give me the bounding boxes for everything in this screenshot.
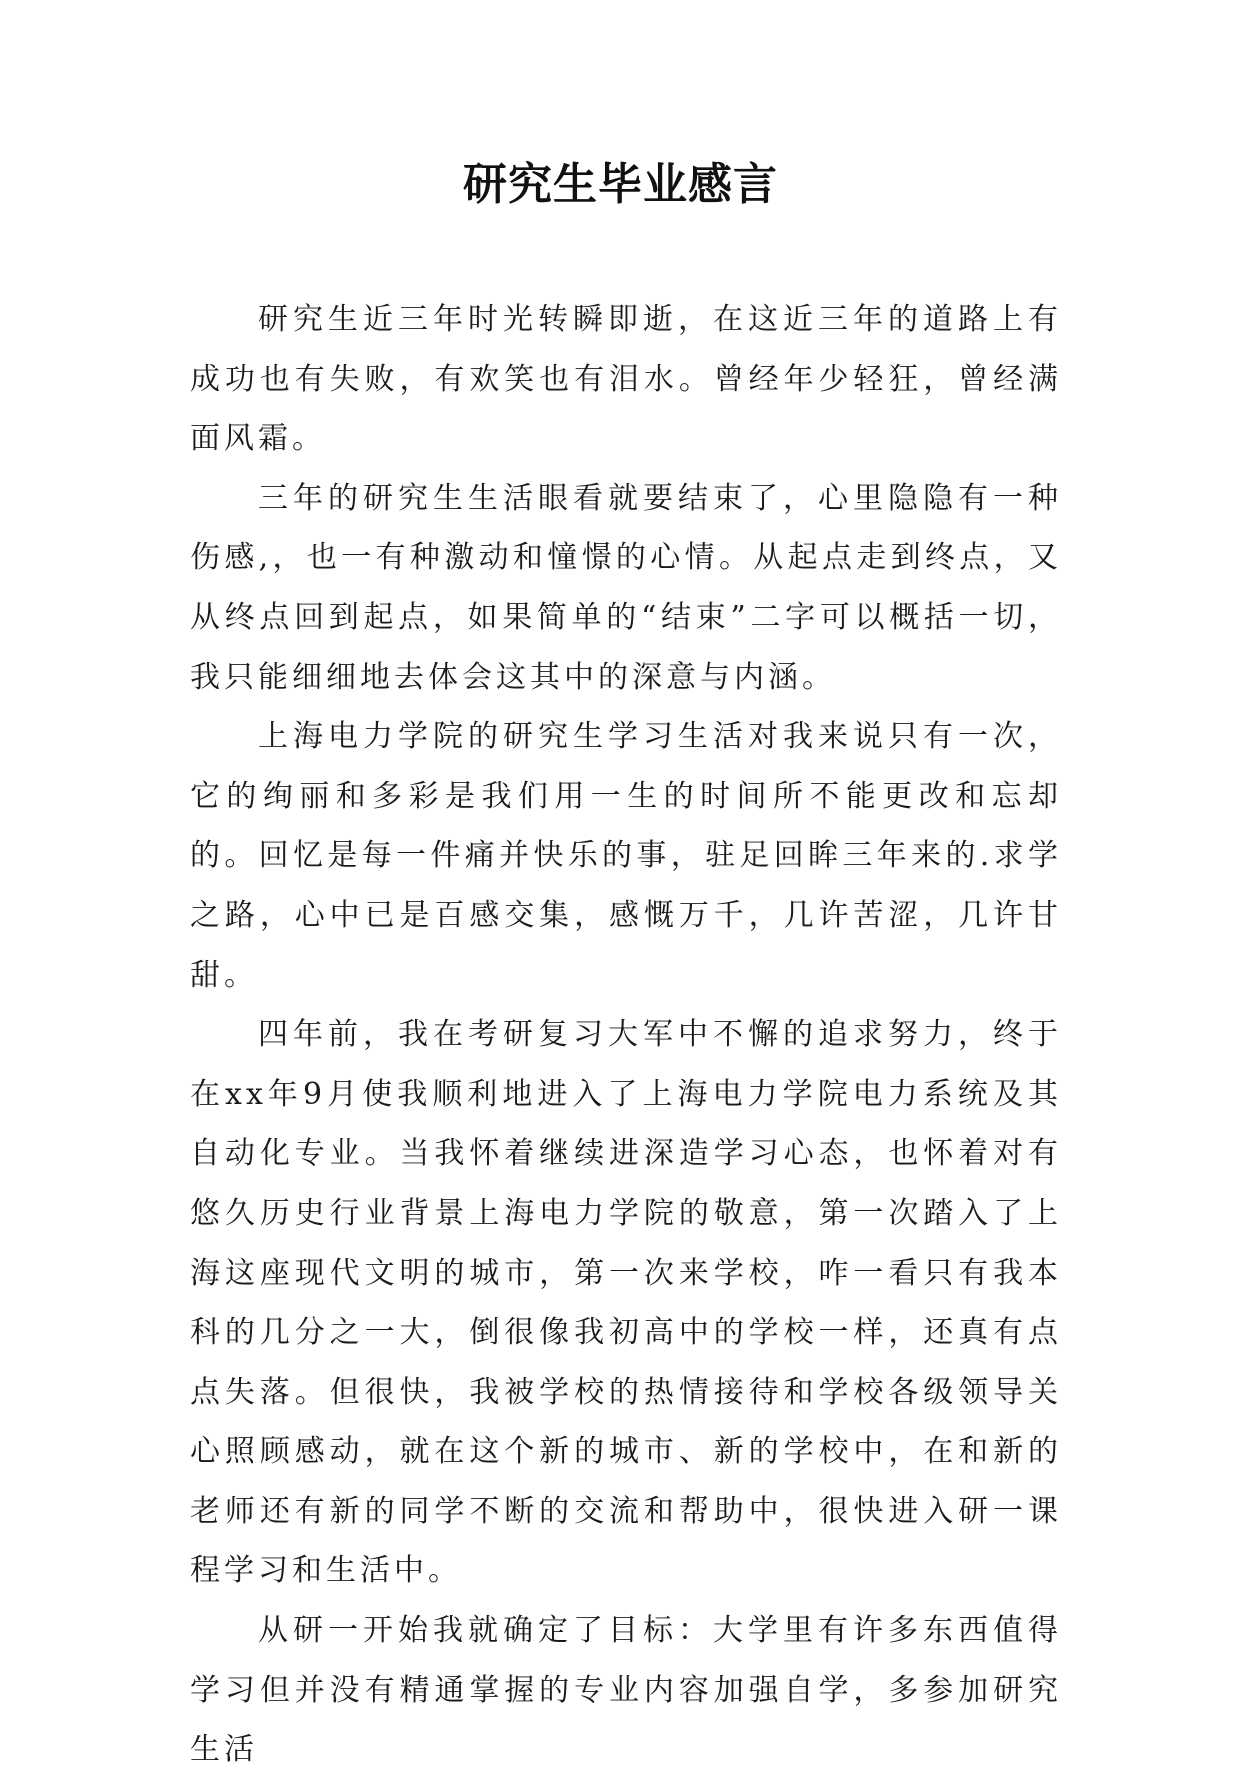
paragraph: 研究生近三年时光转瞬即逝，在这近三年的道路上有成功也有失败，有欢笑也有泪水。曾经年少轻狂，曾经满面风霜。	[190, 302, 1062, 457]
paragraph: 三年的研究生生活眼看就要结束了，心里隐隐有一种伤感,，也一有种激动和憧憬的心情。从起点走到终点，又从终点回到起点，如果简单的“结束”二字可以概括一切，我只能细细地去体会这其中的深意与内涵。	[190, 480, 1062, 695]
paragraph: 从研一开始我就确定了目标：大学里有许多东西值得学习但并没有精通掌握的专业内容加强自学，多参加研究生活	[190, 1613, 1062, 1768]
document-body	[190, 290, 1062, 1780]
paragraph: 上海电力学院的研究生学习生活对我来说只有一次，它的绚丽和多彩是我们用一生的时间所不能更改和忘却的。回忆是每一件痛并快乐的事，驻足回眸三年来的.求学之路，心中已是百感交集，感慨万千，几许苦涩，几许甘甜。	[190, 719, 1062, 993]
document-title: 研究生毕业感言	[463, 159, 778, 210]
paragraph: 四年前，我在考研复习大军中不懈的追求努力，终于在xx年9月使我顺利地进入了上海电力学院电力系统及其自动化专业。当我怀着继续进深造学习心态，也怀着对有悠久历史行业背景上海电力学院的敬意，第一次踏入了上海这座现代文明的城市，第一次来学校，咋一看只有我本科的几分之一大，倒很像我初高中的学校一样，还真有点点失落。但很快，我被学校的热情接待和学校各级领导关心照顾感动，就在这个新的城市、新的学校中，在和新的老师还有新的同学不断的交流和帮助中，很快进入研一课程学习和生活中。	[190, 1017, 1062, 1589]
